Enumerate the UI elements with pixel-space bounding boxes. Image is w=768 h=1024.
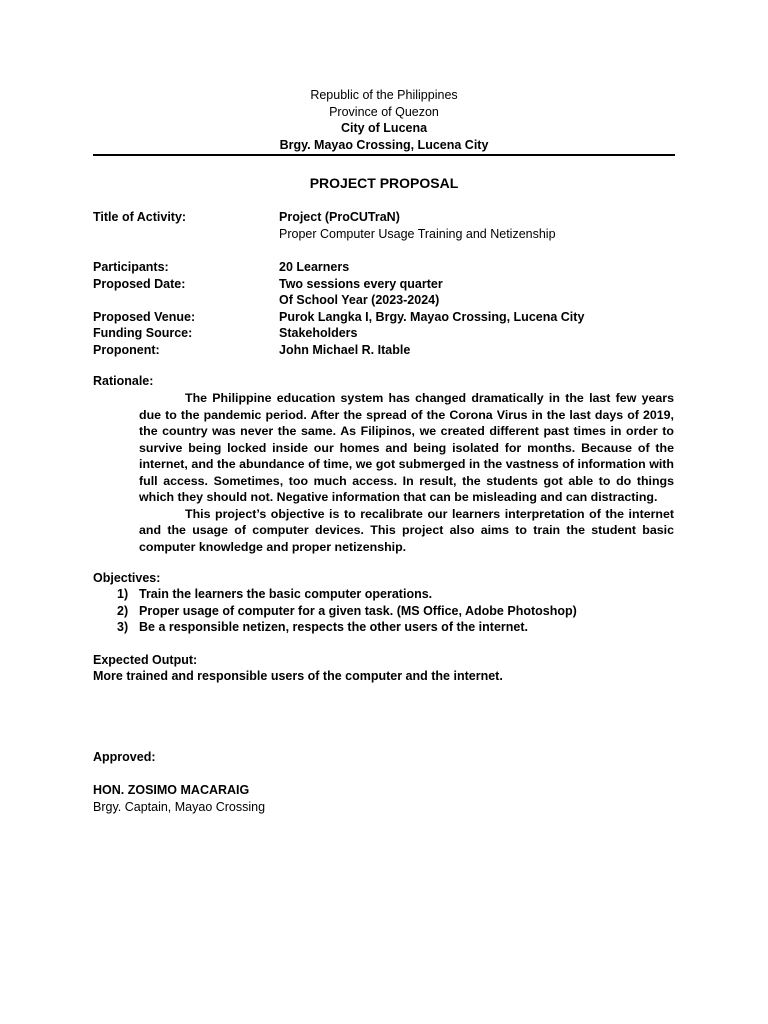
proposal-details: [93, 259, 675, 358]
proponent-value: John Michael R. Itable: [279, 342, 411, 357]
objective-text: Proper usage of computer for a given task. (MS Office, Adobe Photoshop): [139, 603, 577, 618]
objective-item: [117, 586, 577, 603]
activity-info: [93, 209, 675, 242]
letterhead-province: Province of Quezon: [329, 104, 439, 119]
objective-text: Train the learners the basic computer operations.: [139, 587, 433, 601]
rationale-body: [139, 390, 674, 555]
letterhead: [93, 87, 675, 153]
objective-text: Be a responsible netizen, respects the other users of the internet.: [139, 620, 528, 634]
header-divider: [93, 154, 675, 156]
funding-source-label: Funding Source:: [93, 326, 193, 340]
objective-number: 1): [117, 587, 129, 601]
proponent-label: Proponent:: [93, 342, 160, 357]
objective-item: [117, 603, 577, 620]
objectives-list: [117, 586, 577, 636]
objective-number: 2): [117, 603, 129, 618]
title-of-activity-subvalue: Proper Computer Usage Training and Netizenship: [279, 226, 556, 241]
letterhead-barangay: Brgy. Mayao Crossing, Lucena City: [279, 137, 489, 152]
objective-number: 3): [117, 620, 129, 634]
expected-output-label: Expected Output:: [93, 653, 198, 667]
proposed-date-label: Proposed Date:: [93, 276, 186, 291]
approver-position: Brgy. Captain, Mayao Crossing: [93, 800, 266, 814]
proposed-date-value-2: Of School Year (2023-2024): [279, 293, 440, 307]
approved-label: Approved:: [93, 750, 156, 764]
rationale-label: Rationale:: [93, 374, 154, 388]
letterhead-country: Republic of the Philippines: [310, 88, 458, 102]
proposed-venue-value: Purok Langka I, Brgy. Mayao Crossing, Lucena City: [279, 309, 585, 324]
document-title: PROJECT PROPOSAL: [309, 175, 459, 191]
objectives-label: Objectives:: [93, 571, 161, 585]
title-of-activity-label: Title of Activity:: [93, 210, 187, 224]
rationale-paragraph-2: This project’s objective is to recalibrate our learners interpretation of the internet and the usage of computer devices. This project also aims to train the student basic computer knowledge and proper netizenship.: [139, 506, 674, 554]
objective-item: [117, 619, 577, 636]
participants-label: Participants:: [93, 260, 169, 274]
approver-name: HON. ZOSIMO MACARAIG: [93, 783, 250, 797]
proposed-venue-label: Proposed Venue:: [93, 309, 196, 324]
participants-value: 20 Learners: [279, 260, 350, 274]
funding-source-value: Stakeholders: [279, 326, 358, 340]
letterhead-city: City of Lucena: [340, 121, 428, 135]
proposed-date-value: Two sessions every quarter: [279, 276, 443, 291]
expected-output-text: More trained and responsible users of the computer and the internet.: [93, 669, 503, 683]
title-of-activity-value: Project (ProCUTraN): [279, 210, 400, 224]
rationale-paragraph-1: The Philippine education system has changed dramatically in the last few years due to the pandemic period. After the spread of the Corona Virus in the last days of 2019, the country was never the same. As Filipinos, we created different past times in order to survive being locked inside our homes and being isolated for months. Because of the internet, and the abundance of time, we got submerged in the vastness of information with full access. Sometimes, too much access. In result, the students got able to do things which they should not. Negative information that can be misleading and can distracting.: [139, 391, 674, 504]
